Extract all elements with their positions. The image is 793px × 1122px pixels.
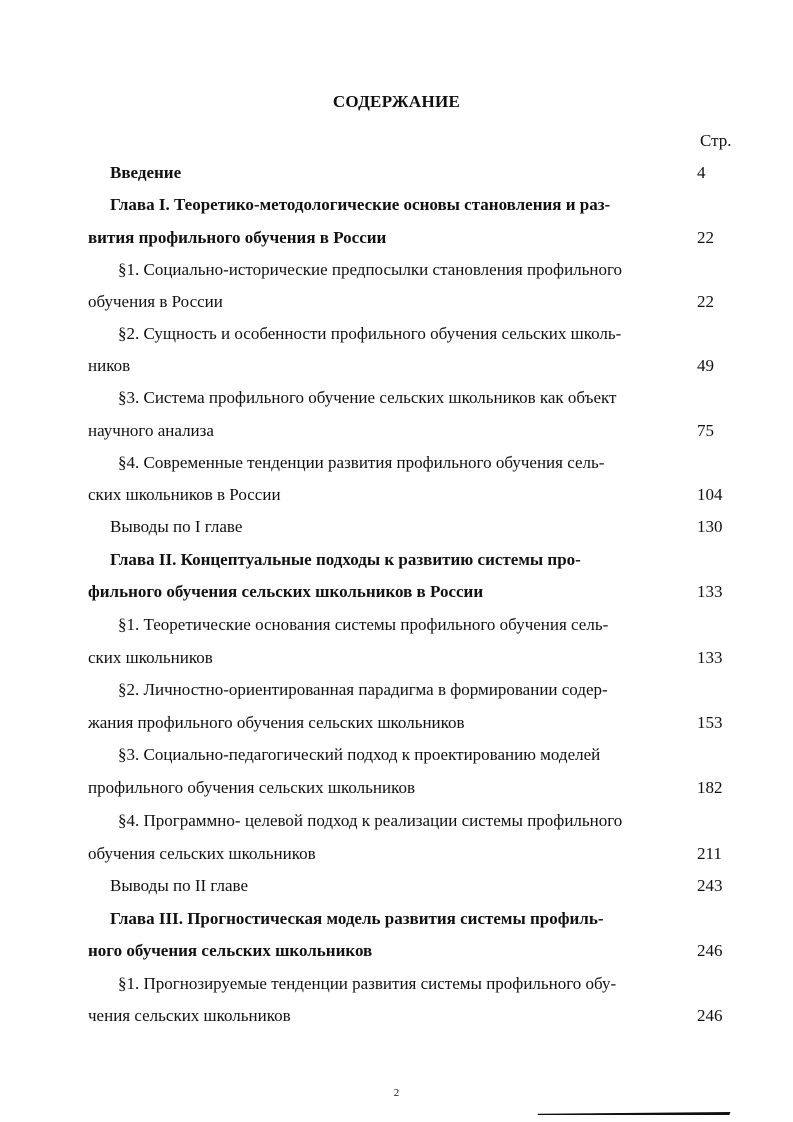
toc-entry-page: 211 <box>697 844 722 863</box>
toc-entry-line1: §2. Сущность и особенности профильного обучения сельских школь- <box>118 324 622 343</box>
toc-entry-line1: Глава III. Прогностическая модель развития системы профиль- <box>110 909 604 928</box>
toc-entry-line1: §2. Личностно-ориентированная парадигма в формировании содер- <box>118 680 608 699</box>
toc-entry-line1: §3. Социально-педагогический подход к проектированию моделей <box>118 745 601 764</box>
toc-entry-line2: обучения в России <box>88 292 223 311</box>
toc-entry-page: 182 <box>697 778 723 797</box>
toc-entry-line1: §1. Социально-исторические предпосылки становления профильного <box>118 260 623 279</box>
toc-entry-line2: ских школьников в России <box>88 485 281 504</box>
toc-entry-line2: профильного обучения сельских школьников <box>88 778 416 797</box>
toc-entry-page: 246 <box>697 1006 723 1025</box>
toc-entry-line2: вития профильного обучения в России <box>88 228 387 247</box>
toc-entry-page: 246 <box>697 941 723 960</box>
toc-entry-line2: научного анализа <box>88 421 214 440</box>
toc-entry-line1: §1. Прогнозируемые тенденции развития системы профильного обу- <box>118 974 617 993</box>
toc-entry-line2: ников <box>88 356 131 375</box>
toc-entry-line1: §3. Система профильного обучение сельских школьников как объект <box>118 388 617 407</box>
toc-entry-line1: Глава I. Теоретико-методологические основы становления и раз- <box>110 195 611 214</box>
toc-entry-page: 22 <box>697 292 714 311</box>
toc-entry-line2: чения сельских школьников <box>88 1006 291 1025</box>
scan-artifact-line <box>537 1112 730 1115</box>
toc-entry-line2: жания профильного обучения сельских школьников <box>88 713 465 732</box>
toc-entry-line1: §4. Современные тенденции развития профильного обучения сель- <box>118 453 605 472</box>
toc-entry-page: 75 <box>697 421 714 440</box>
toc-entry-page: 153 <box>697 713 723 732</box>
toc-entry-line1: Глава II. Концептуальные подходы к развитию системы про- <box>110 550 581 569</box>
page-number: 2 <box>393 1087 400 1099</box>
toc-entry-page: 133 <box>697 582 723 601</box>
toc-entry-text: Выводы по I главе <box>110 517 243 536</box>
page-column-header: Стр. <box>700 131 732 150</box>
toc-entry-line1: §1. Теоретические основания системы профильного обучения сель- <box>118 615 609 634</box>
toc-entry-page: 243 <box>697 876 723 895</box>
toc-entry-page: 133 <box>697 648 723 667</box>
toc-entry-page: 130 <box>697 517 723 536</box>
toc-entry-page: 22 <box>697 228 714 247</box>
toc-entry-text: Введение <box>110 163 182 182</box>
toc-entry-line2: ного обучения сельских школьников <box>88 941 373 960</box>
toc-entry-text: Выводы по II главе <box>110 876 249 895</box>
toc-entry-line2: ских школьников <box>88 648 213 667</box>
toc-entry-page: 49 <box>697 356 714 375</box>
toc-entry-page: 4 <box>697 163 706 182</box>
toc-entry-line1: §4. Программно- целевой подход к реализации системы профильного <box>118 811 623 830</box>
toc-entry-page: 104 <box>697 485 723 504</box>
toc-entry-line2: фильного обучения сельских школьников в России <box>88 582 484 601</box>
page-title: СОДЕРЖАНИЕ <box>332 92 461 111</box>
toc-entry-line2: обучения сельских школьников <box>88 844 316 863</box>
